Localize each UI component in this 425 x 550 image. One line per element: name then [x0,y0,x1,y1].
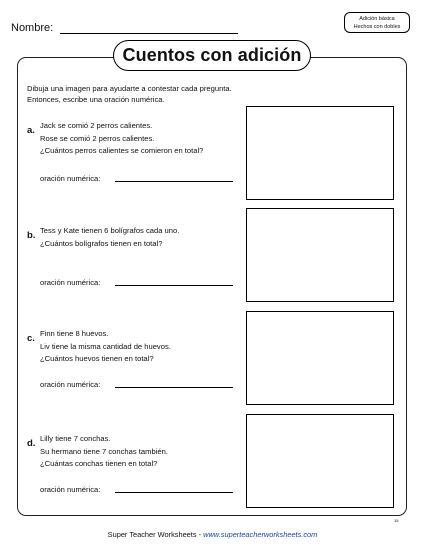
title-box [113,40,311,71]
question-line: Jack se comió 2 perros calientes. [40,121,153,130]
footer [0,530,425,539]
answer-line-d[interactable] [115,492,233,493]
question-line: ¿Cuántas conchas tienen en total? [40,459,158,468]
tag-line-2: Hechos con dobles [353,24,401,30]
question-line: ¿Cuántos perros calientes se comieron en total? [40,146,204,155]
answer-label: oración numérica: [40,278,101,287]
drawing-box-a[interactable] [246,106,394,200]
instruction-line: Dibuja una imagen para ayudarte a contestar cada pregunta. [27,84,232,93]
name-label: Nombre: [11,22,54,34]
footer-brand: Super Teacher Worksheets [107,530,197,539]
question-letter: d. [27,438,36,449]
question-letter: b. [27,230,36,241]
question-letter: c. [27,333,35,344]
question-line: Liv tiene la misma cantidad de huevos. [40,341,171,351]
page-title: Cuentos con adición [122,45,302,65]
question-line: Su hermano tiene 7 conchas también. [40,446,168,456]
answer-label: oración numérica: [40,485,101,494]
answer-line-c[interactable] [115,387,233,388]
drawing-box-b[interactable] [246,208,394,302]
question-line: Lilly tiene 7 conchas. [40,434,111,443]
answer-line-a[interactable] [115,181,233,182]
instructions [27,83,327,105]
question-d [27,433,35,451]
question-letter: a. [27,125,35,136]
footer-separator: - [196,530,204,539]
drawing-box-c[interactable] [246,311,394,405]
question-line: Tess y Kate tienen 6 bolígrafos cada uno. [40,226,180,235]
question-line: Finn tiene 8 huevos. [40,329,109,338]
answer-line-b[interactable] [115,285,233,286]
question-b [27,225,35,243]
question-d-text [40,433,168,471]
footer-url-link[interactable]: www.superteacherworksheets.com [203,530,318,539]
question-c [27,328,35,346]
question-c-text [40,328,171,366]
question-a [27,120,35,138]
topic-tag [344,12,410,33]
page-number: 15 [394,518,399,523]
drawing-box-d[interactable] [246,414,394,508]
question-a-text [40,120,203,158]
name-line[interactable] [60,33,238,34]
instruction-line: Entonces, escribe una oración numérica. [27,95,165,104]
question-line: ¿Cuántos huevos tienen en total? [40,354,154,363]
answer-label: oración numérica: [40,174,101,183]
answer-label: oración numérica: [40,380,101,389]
question-line: Rose se comió 2 perros calientes. [40,133,155,143]
question-line: ¿Cuántos bolígrafos tienen en total? [40,238,163,248]
tag-line-1: Adición básica [359,16,395,22]
question-b-text [40,225,179,250]
